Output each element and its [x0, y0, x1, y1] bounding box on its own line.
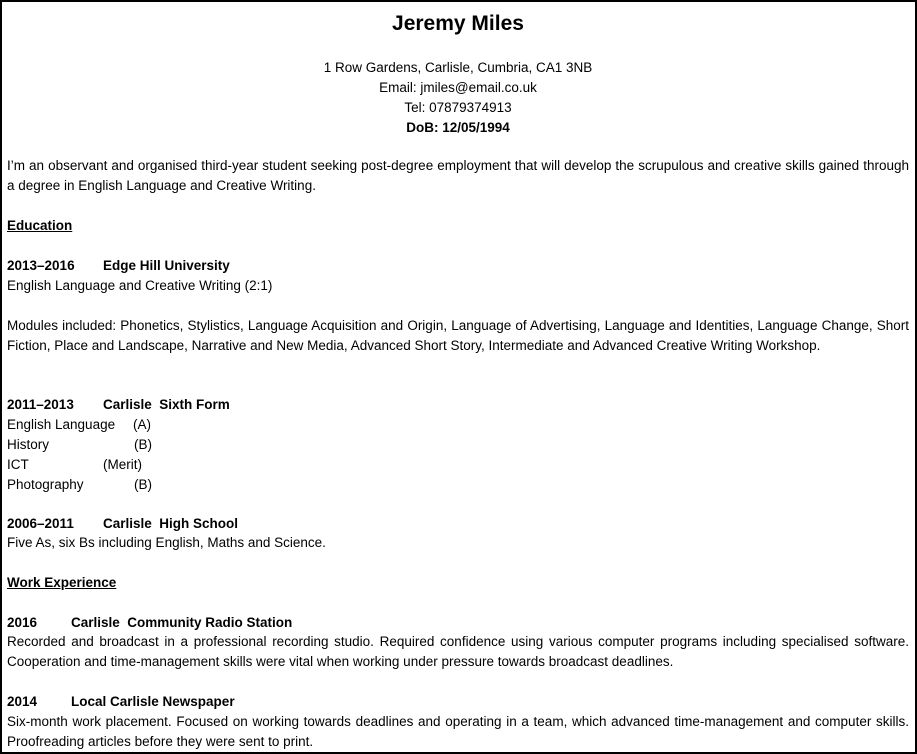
university-years: 2013–2016	[7, 258, 75, 273]
grade-value: (B)	[134, 437, 152, 452]
university-name: Edge Hill University	[103, 258, 230, 273]
profile-statement: I’m an observant and organised third-year student seeking post-degree employment that will develop the scrupulous and creative skills gained through a degree in English Language and Creative Writing.	[7, 158, 909, 193]
job-title: Local Carlisle Newspaper	[71, 694, 235, 709]
grade-row	[7, 415, 909, 435]
education-heading: Education	[7, 218, 73, 233]
high-school-years: 2006–2011	[7, 516, 74, 531]
grade-subject: History	[7, 437, 50, 452]
job-entry-header	[7, 613, 909, 633]
job-year: 2016	[7, 615, 38, 630]
university-modules: Modules included: Phonetics, Stylistics, Language Acquisition and Origin, Language of Advertising, Language and Identities, Language Change, Short Fiction, Place and Landscape, Narrative and New Media, Advanced Short Story, Intermediate and Advanced Creative Writing Workshop.	[7, 318, 909, 353]
university-degree: English Language and Creative Writing (2:1)	[7, 278, 273, 293]
sixth-form-grades	[7, 415, 909, 495]
grade-value: (A)	[133, 417, 151, 432]
high-school-summary: Five As, six Bs including English, Maths and Science.	[7, 535, 326, 550]
university-entry-header	[7, 256, 909, 276]
contact-details	[7, 58, 909, 138]
grade-value: (B)	[134, 477, 152, 492]
email-line: Email: jmiles@email.co.uk	[379, 80, 537, 95]
high-school-name: Carlisle High School	[103, 516, 239, 531]
job-entry-header	[7, 692, 909, 712]
grade-row	[7, 435, 909, 455]
address-line: 1 Row Gardens, Carlisle, Cumbria, CA1 3NB	[323, 60, 593, 75]
job-description: Six-month work placement. Focused on working towards deadlines and operating in a team, which advanced time-management and computer skills. Proofreading articles before they were sent to print.	[7, 714, 909, 749]
sixth-form-name: Carlisle Sixth Form	[103, 397, 230, 412]
high-school-entry-header	[7, 514, 909, 534]
applicant-name: Jeremy Miles	[392, 12, 524, 35]
job-year: 2014	[7, 694, 38, 709]
work-experience-heading: Work Experience	[7, 575, 117, 590]
phone-line: Tel: 07879374913	[404, 100, 512, 115]
grade-row	[7, 475, 909, 495]
dob-line: DoB: 12/05/1994	[406, 120, 510, 135]
grade-subject: ICT	[7, 457, 29, 472]
sixth-form-entry-header	[7, 395, 909, 415]
grade-subject: Photography	[7, 477, 84, 492]
grade-value: (Merit)	[103, 457, 142, 472]
sixth-form-years: 2011–2013	[7, 397, 74, 412]
grade-subject: English Language	[7, 417, 116, 432]
grade-row	[7, 455, 909, 475]
job-description: Recorded and broadcast in a professional recording studio. Required confidence using various computer programs including specialised software. Cooperation and time-management skills were vital when working under pressure towards broadcast deadlines.	[7, 634, 909, 669]
job-title: Carlisle Community Radio Station	[71, 615, 293, 630]
